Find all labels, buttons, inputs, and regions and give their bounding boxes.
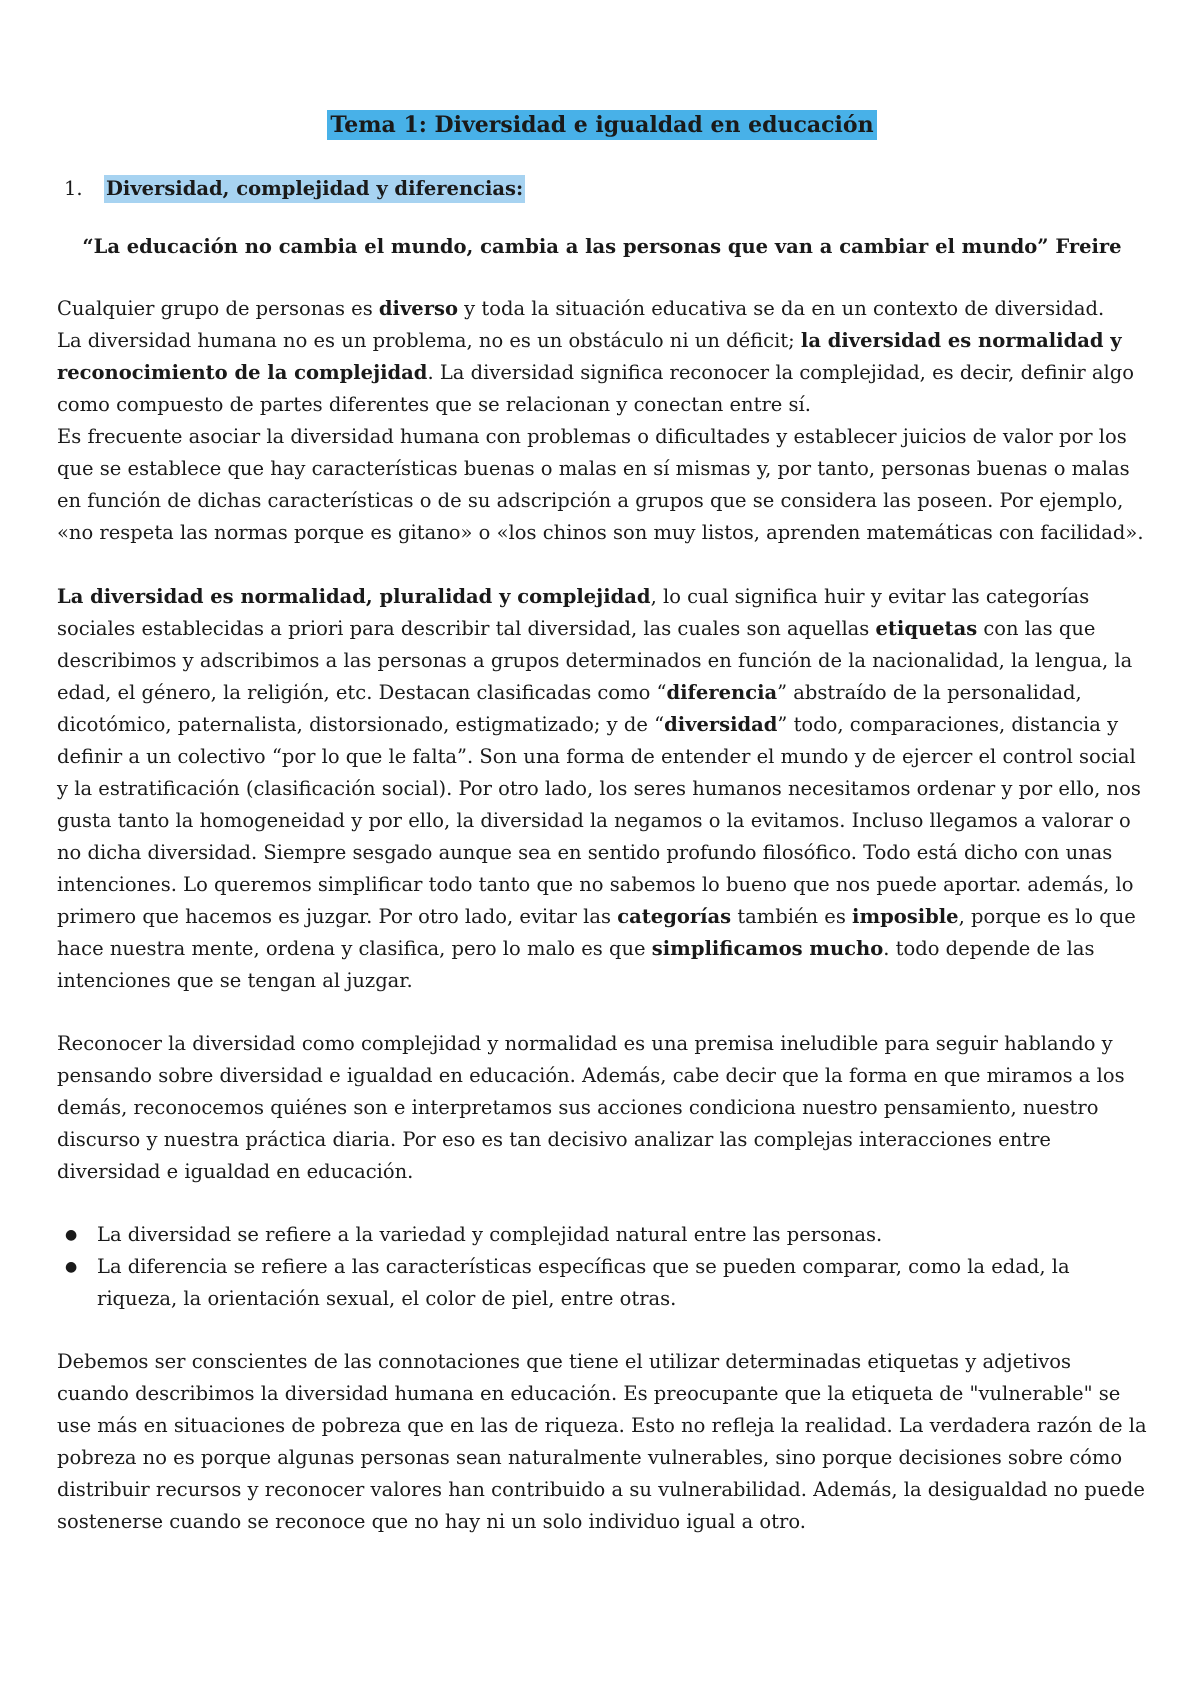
paragraph-5: Reconocer la diversidad como complejidad y normalidad es una premisa ineludible para seguir hablando y pensando sobre diversidad e igualdad en educación. Además, cabe decir que la forma en que miramos a los demás, reconocemos quiénes son e interpretamos sus acciones condiciona nuestro pensamiento, nuestro discurso y nuestra práctica diaria. Por eso es tan decisivo analizar las complejas interacciones entre diversidad e igualdad en educación. (57, 1032, 1125, 1183)
bullet-icon: ● (65, 1227, 78, 1243)
p1-bold-1: diverso (378, 297, 458, 320)
p1-text-2: y toda la situación educativa se da en un contexto de diversidad. (457, 297, 1105, 320)
document-title: Tema 1: Diversidad e igualdad en educación (327, 110, 876, 140)
list-item-text: La diferencia se refiere a las características específicas que se pueden comparar, como la edad, la riqueza, la orientación sexual, el color de piel, entre otras. (97, 1255, 1070, 1310)
p4-text-1: , lo cual significa huir y evitar las categorías sociales establecidas a priori para describir tal diversidad, las cuales son aquellas (57, 585, 1090, 640)
section-number: 1. (64, 177, 83, 200)
p4-text-6: , porque es lo que hace nuestra mente, ordena y clasifica, pero lo malo es que (57, 905, 1136, 960)
p2-bold-1: la diversidad es normalidad y reconocimiento de la complejidad (57, 329, 1122, 384)
p1-text-1: Cualquier grupo de personas es (57, 297, 379, 320)
paragraph-1 (57, 293, 1147, 325)
title-block (57, 110, 1147, 140)
paragraph-4 (57, 581, 1147, 997)
p4-bold-5: categorías (617, 905, 732, 928)
p4-bold-7: simplificamos mucho (651, 937, 884, 960)
p4-bold-1: La diversidad es normalidad, pluralidad y complejidad (57, 585, 651, 608)
p4-bold-3: diferencia (666, 681, 778, 704)
bullet-icon: ● (65, 1259, 78, 1275)
list-item (57, 1251, 1147, 1315)
p4-text-2: con las que describimos y adscribimos a las personas a grupos determinados en función de la nacionalidad, la lengua, la edad, el género, la religión, etc. Destacan clasificadas como “ (57, 617, 1133, 704)
p4-text-4: ” todo, comparaciones, distancia y definir a un colectivo “por lo que le falta”. Son una forma de entender el mundo y de ejercer el control social y la estratificación (clasificación social). Por otro lado, los seres humanos necesitamos ordenar y por ello, nos gusta tanto la homogeneidad y por ello, la diversidad la negamos o la evitamos. Incluso llegamos a valorar o no dicha diversidad. Siempre sesgado aunque sea en sentido profundo filosófico. Todo está dicho con unas intenciones. Lo queremos simplificar todo tanto que no sabemos lo bueno que nos puede aportar. además, lo primero que hacemos es juzgar. Por otro lado, evitar las (57, 713, 1141, 928)
paragraph-6: Debemos ser conscientes de las connotaciones que tiene el utilizar determinadas etiquetas y adjetivos cuando describimos la diversidad humana en educación. Es preocupante que la etiqueta de "vulnerable" se use más en situaciones de pobreza que en las de riqueza. Esto no refleja la realidad. La verdadera razón de la pobreza no es porque algunas personas sean naturalmente vulnerables, sino porque decisiones sobre cómo distribuir recursos y reconocer valores han contribuido a su vulnerabilidad. Además, la desigualdad no puede sostenerse cuando se reconoce que no hay ni un solo individuo igual a otro. (57, 1350, 1147, 1533)
p2-text-2: . La diversidad significa reconocer la complejidad, es decir, definir algo como compuesto de partes diferentes que se relacionan y conectan entre sí. (57, 361, 1135, 416)
quote: “La educación no cambia el mundo, cambia a las personas que van a cambiar el mundo” Freire (82, 235, 1122, 258)
p4-bold-6: imposible (852, 905, 959, 928)
p4-text-7: . todo depende de las intenciones que se tengan al juzgar. (57, 937, 1095, 992)
p4-bold-2: etiquetas (875, 617, 978, 640)
p2-text-1: La diversidad humana no es un problema, no es un obstáculo ni un déficit; (57, 329, 801, 352)
p4-text-5: también es (731, 905, 853, 928)
list-item (57, 1219, 1147, 1251)
bullet-list (57, 1219, 1147, 1315)
p4-text-3: ” abstraído de la personalidad, dicotómico, paternalista, distorsionado, estigmatizado; y de “ (57, 681, 1082, 736)
paragraph-3: Es frecuente asociar la diversidad humana con problemas o dificultades y establecer juicios de valor por los que se establece que hay características buenas o malas en sí mismas y, por tanto, personas buenas o malas en función de dichas características o de su adscripción a grupos que se considera las poseen. Por ejemplo, «no respeta las normas porque es gitano» o «los chinos son muy listos, aprenden matemáticas con facilidad». (57, 425, 1144, 544)
section-title: Diversidad, complejidad y diferencias: (104, 175, 525, 203)
section-heading (57, 175, 1147, 203)
p4-bold-4: diversidad (664, 713, 778, 736)
list-item-text: La diversidad se refiere a la variedad y complejidad natural entre las personas. (97, 1223, 883, 1246)
document-page (57, 110, 1147, 1538)
paragraph-2 (57, 325, 1147, 421)
